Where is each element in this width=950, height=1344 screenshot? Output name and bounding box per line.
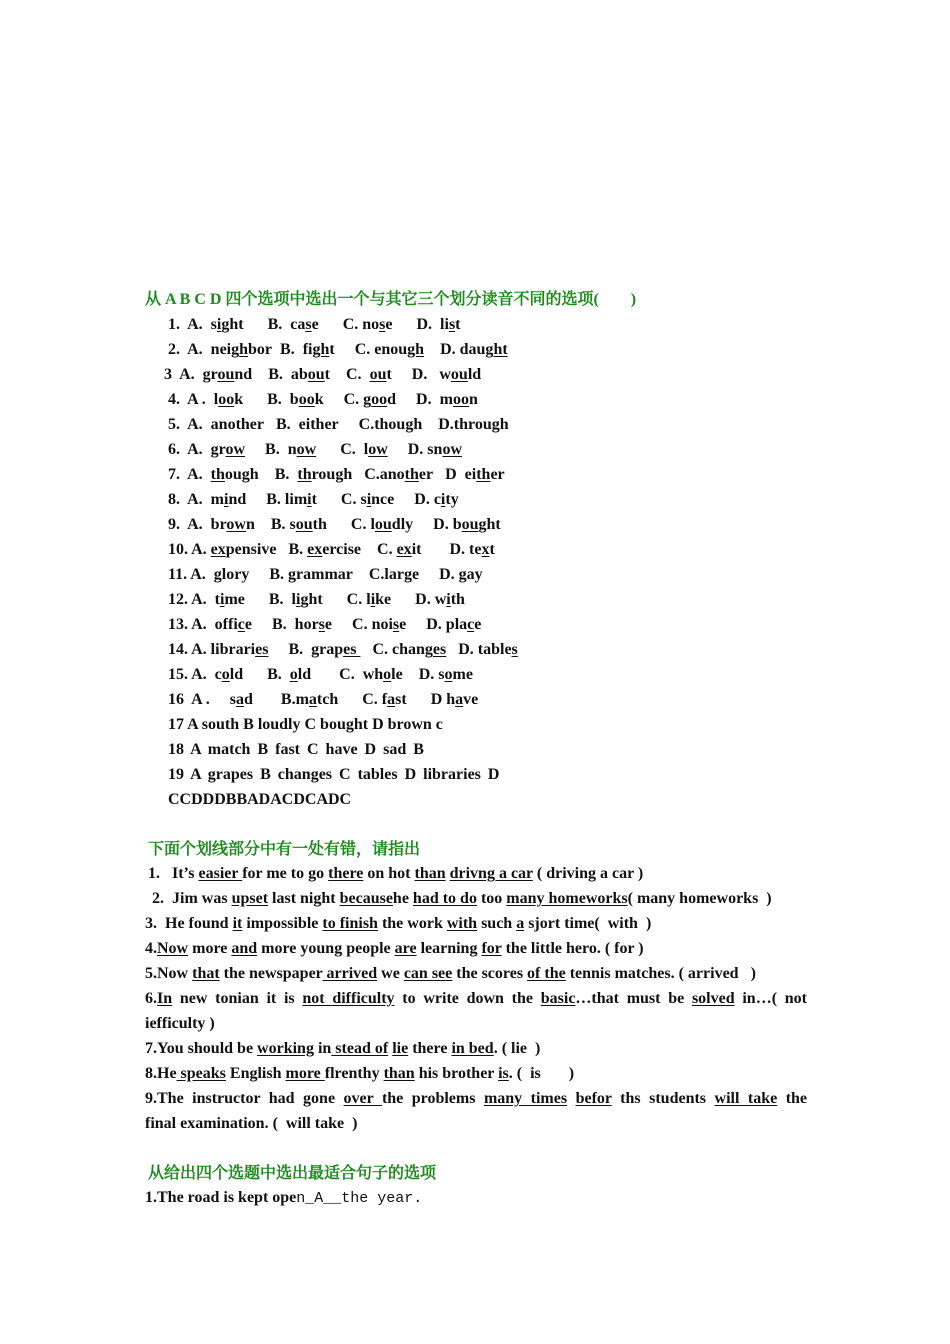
question-text-end: the year. [341,1190,423,1207]
list-item: iefficulty ) [145,1015,215,1032]
list-item: 2. Jim was upset last night becausehe had to do too many homeworks( many homeworks ) [152,890,772,907]
section3-title [148,1164,436,1184]
answer-blank: n_A__ [296,1190,342,1207]
list-item: 8.He speaks English more flrenthy than his brother is. ( is ) [145,1065,575,1082]
list-item [145,1188,422,1209]
list-item: 5. A. another B. either C.though D.through [168,416,509,433]
list-item: 1. A. sight B. case C. nose D. list [168,316,461,333]
section1-title [145,290,636,310]
list-item: 19 A grapes B changes C tables D libraries D [168,766,500,783]
section1-title-text: 从 A B C D 四个选项中选出一个与其它三个划分读音不同的选项( ) [145,291,637,308]
section2-title-text: 下面个划线部分中有一处有错，请指出 [148,841,421,858]
list-item: 16 A . sad B.match C. fast D have [168,691,479,708]
list-item: 7.You should be working in stead of lie there in bed. ( lie ) [145,1040,541,1057]
list-item: 17 A south B loudly C bought D brown c [168,716,443,733]
list-item: 8. A. mind B. limit C. since D. city [168,491,459,508]
list-item: final examination. ( will take ) [145,1115,358,1132]
list-item: 9.The instructor had gone over the problems many times befor ths students will take the [145,1090,808,1107]
list-item: 5.Now that the newspaper arrived we can see the scores of the tennis matches. ( arrived ) [145,965,756,982]
list-item: 2. A. neighbor B. fight C. enough D. daught [168,341,508,358]
list-item: 9. A. brown B. south C. loudly D. bought [168,516,501,533]
list-item: 4. A . look B. book C. good D. moon [168,391,478,408]
section2-title [148,840,420,860]
list-item: 15. A. cold B. old C. whole D. some [168,666,473,683]
list-item: 12. A. time B. light C. like D. with [168,591,465,608]
list-item: 7. A. though B. through C.another D either [168,466,505,483]
answer-key: CCDDDBBADACDCADC [168,791,352,808]
list-item: 14. A. libraries B. grapes C. changes D. tables [168,641,518,658]
list-item: 3 A. ground B. about C. out D. would [164,366,482,383]
list-item: 13. A. office B. horse C. noise D. place [168,616,482,633]
list-item: 6. A. grow B. now C. low D. snow [168,441,462,458]
list-item: 1. It’s easier for me to go there on hot than drivng a car ( driving a car ) [148,865,644,882]
list-item: 4.Now more and more young people are learning for the little hero. ( for ) [145,940,644,957]
list-item: 18 A match B fast C have D sad B [168,741,424,758]
section3-title-text: 从给出四个选题中选出最适合句子的选项 [148,1165,437,1182]
list-item: 6.In new tonian it is not difficulty to write down the basic…that must be solved in…( not [145,990,807,1007]
list-item: 10. A. expensive B. exercise C. exit D. text [168,541,495,558]
list-item: 11. A. glory B. grammar C.large D. gay [168,566,483,583]
list-item: 3. He found it impossible to finish the work with such a sjort time( with ) [145,915,652,932]
question-text: 1.The road is kept ope [145,1189,297,1206]
